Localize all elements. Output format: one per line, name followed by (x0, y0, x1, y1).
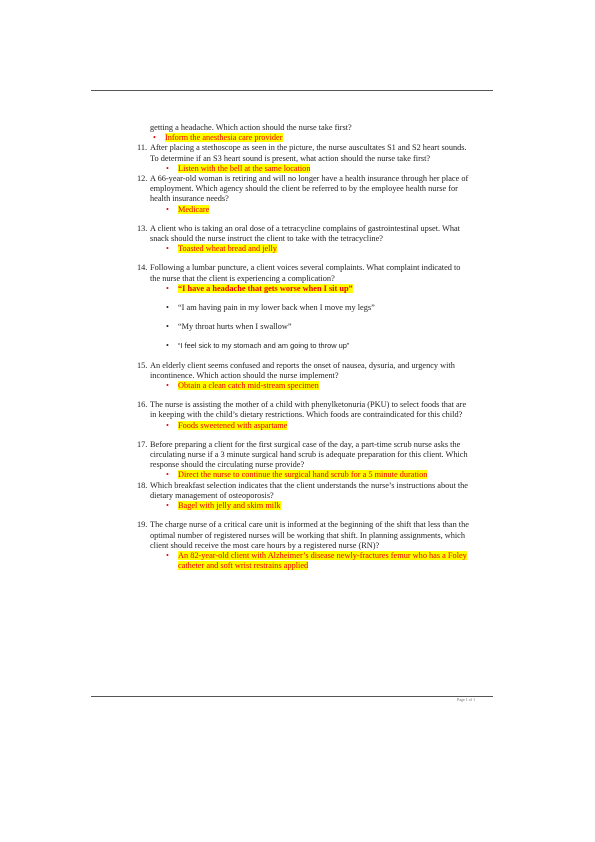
answer-text: An 82-year-old client with Alzheimer’s disease newly-fractures femur who has a Foley catheter and soft wrist restrains applied (178, 550, 467, 571)
question-text: An elderly client seems confused and reports the onset of nausea, dysuria, and urgency with incontinence. Which action should the nurse implement? (150, 360, 455, 380)
answer-item (150, 381, 472, 391)
footer-divider (91, 696, 493, 697)
answer-item (150, 501, 472, 511)
bullet-icon: • (166, 420, 169, 430)
question-text: A 66-year-old woman is retiring and will no longer have a health insurance through her place of employment. Which agency should the client be referred to by the employee health nurse for health insurance needs? (150, 174, 469, 204)
question-number: 17. (137, 439, 148, 449)
answer-item (150, 205, 472, 215)
bullet-icon: • (166, 204, 169, 214)
question-15 (137, 361, 472, 392)
answer-text: Obtain a clean catch mid-stream specimen (178, 381, 319, 391)
bullet-icon: • (166, 244, 169, 254)
answer-text: Bagel with jelly and skim milk (178, 501, 281, 511)
question-text: getting a headache. Which action should the nurse take first? (150, 123, 352, 132)
answer-item (150, 244, 472, 254)
question-text: Following a lumbar puncture, a client voices several complaints. What complaint indicated to the nurse that the client is experiencing a complication? (150, 263, 461, 283)
bullet-icon: • (166, 322, 169, 332)
option-text: “I am having pain in my lower back when I move my legs” (178, 303, 375, 313)
bullet-icon: • (166, 283, 169, 293)
answer-item (150, 551, 472, 571)
question-text: After placing a stethoscope as seen in the picture, the nurse auscultates S1 and S2 heart sounds. To determine if an S3 heart sound is present, what action should the nurse take first? (150, 143, 467, 163)
bullet-icon: • (166, 163, 169, 173)
question-13 (137, 224, 472, 255)
question-14 (137, 263, 472, 351)
question-number: 12. (137, 174, 148, 184)
document-body (137, 123, 472, 571)
question-number: 18. (137, 480, 148, 490)
answer-item (150, 284, 472, 294)
question-17 (137, 440, 472, 481)
answer-text: Inform the anesthesia care provider (165, 133, 283, 143)
question-text: A client who is taking an oral dose of a tetracycline complains of gastrointestinal upset. What snack should the nurse instruct the client to take with the tetracycline? (150, 223, 460, 244)
answer-text: Direct the nurse to continue the surgical hand scrub for a 5 minute duration (178, 470, 428, 480)
header-divider (91, 90, 493, 91)
page-footer: Page 1 of 1 (457, 697, 476, 702)
question-number: 15. (137, 360, 148, 370)
answer-text: Toasted wheat bread and jelly (178, 244, 277, 254)
option-item (150, 322, 472, 332)
bullet-icon: • (166, 381, 169, 391)
question-19 (137, 520, 472, 571)
question-18 (137, 481, 472, 512)
bullet-icon: • (166, 303, 169, 313)
question-number: 16. (137, 400, 148, 410)
question-text: The charge nurse of a critical care unit is informed at the beginning of the shift that less than the optimal number of registered nurses will be working that shift. In planning assignments, which client should receive the most care hours by a registered nurse (RN)? (150, 520, 469, 550)
question-text: The nurse is assisting the mother of a child with phenylketonuria (PKU) to select foods that are in keeping with the child’s dietary restrictions. Which foods are contraindicated for this child? (150, 400, 467, 420)
question-10-continuation (137, 123, 472, 143)
answer-text: Listen with the bell at the same location (178, 163, 311, 173)
question-text: Before preparing a client for the first surgical case of the day, a part-time scrub nurse asks the circulating nurse if a 3 minute surgical hand scrub is adequate preparation for this client. Which response should the circulating nurse provide? (150, 439, 468, 470)
bullet-icon: • (166, 341, 169, 351)
answer-text: Medicare (178, 204, 210, 214)
question-text: Which breakfast selection indicates that the client understands the nurse’s instructions about the dietary management of osteoporosis? (150, 480, 468, 500)
option-item (150, 341, 472, 351)
option-text: “I feel sick to my stomach and am going to throw up” (178, 341, 350, 351)
answer-item (150, 470, 472, 480)
bullet-icon: • (166, 501, 169, 511)
bullet-icon: • (166, 550, 169, 560)
question-number: 14. (137, 263, 148, 273)
answer-item (137, 133, 472, 143)
question-number: 11. (137, 143, 148, 153)
question-11 (137, 143, 472, 174)
bullet-icon: • (166, 470, 169, 480)
bullet-icon: • (153, 133, 156, 143)
answer-item (150, 421, 472, 431)
answer-item (150, 164, 472, 174)
question-number: 19. (137, 520, 148, 530)
answer-text: “I have a headache that gets worse when I sit up” (178, 283, 353, 293)
option-item (150, 303, 472, 313)
question-12 (137, 174, 472, 215)
option-text: “My throat hurts when I swallow” (178, 322, 292, 332)
question-16 (137, 400, 472, 431)
answer-text: Foods sweetened with aspartame (178, 420, 288, 430)
question-number: 13. (137, 223, 148, 233)
